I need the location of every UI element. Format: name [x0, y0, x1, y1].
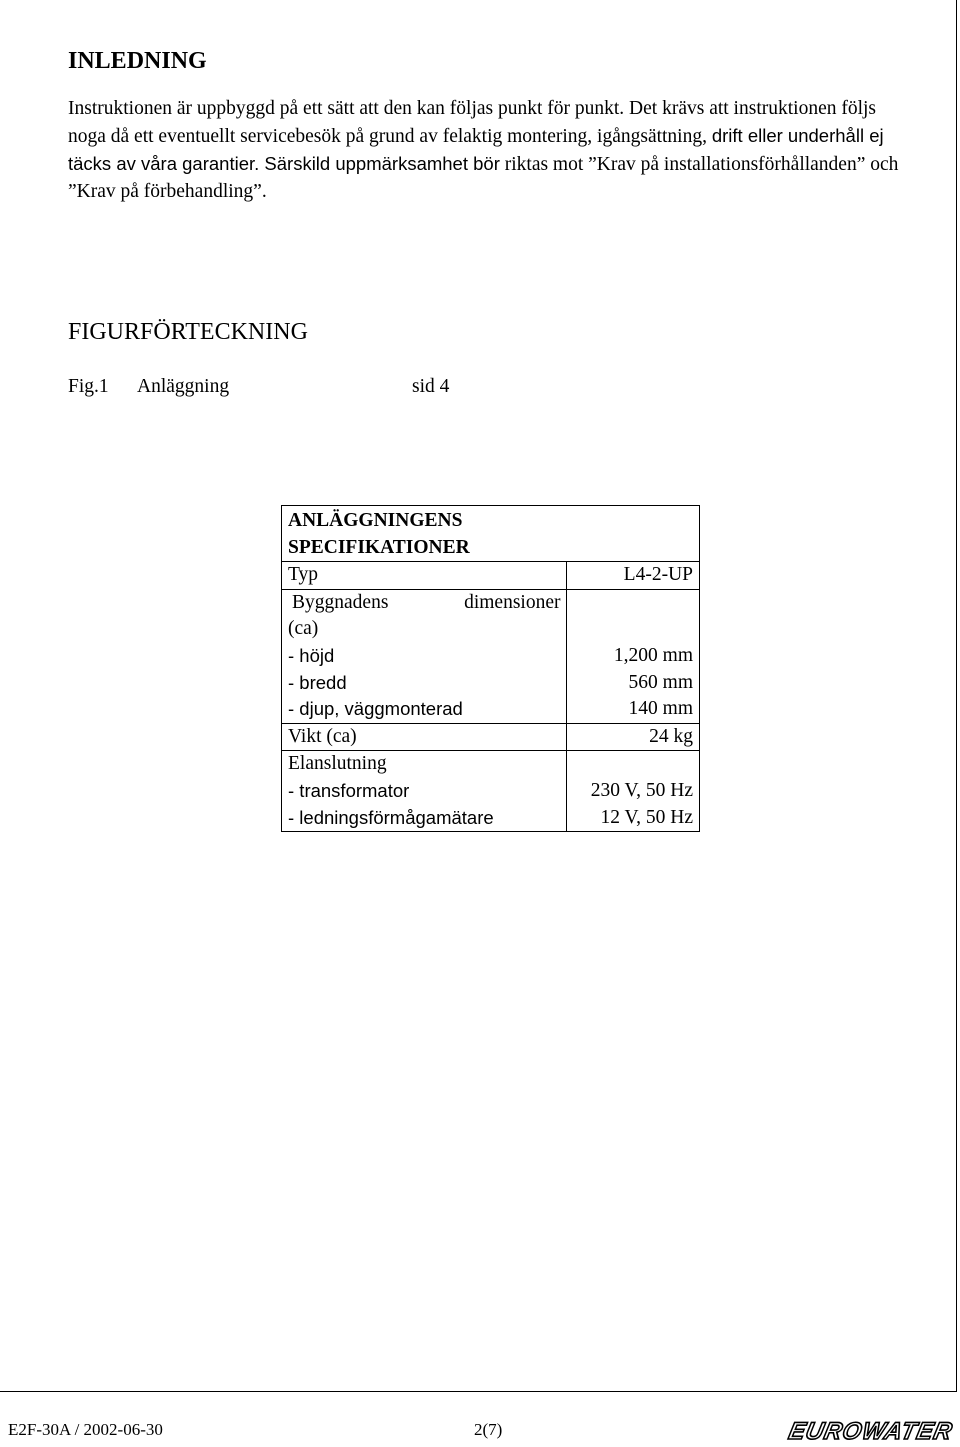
spec-weight-value: 24 kg: [567, 723, 700, 751]
spec-dimensions-word3: (ca): [288, 618, 319, 640]
spec-title: [282, 506, 700, 562]
spec-title-row: [282, 506, 700, 562]
spec-transformer-label: - transformator: [288, 779, 410, 801]
spec-dimensions-word2: dimensioner: [464, 591, 561, 613]
spec-depth-value: 140 mm: [628, 698, 693, 720]
spec-meter-label: - ledningsförmågamätare: [288, 806, 494, 828]
footer-page-number: 2(7): [474, 1420, 503, 1439]
footer-doc-id: E2F-30A / 2002-06-30: [8, 1420, 163, 1439]
spec-row-dimensions: [282, 589, 700, 723]
spec-title-text: ANLÄGGNINGENS SPECIFIKATIONER: [288, 510, 470, 558]
figure-name: Anläggning: [137, 376, 230, 397]
spec-type-value: L4-2-UP: [567, 562, 700, 590]
figure-label: Fig.1: [68, 376, 109, 397]
spec-power-label: Elanslutning: [288, 753, 387, 775]
spec-dimensions-values: [567, 589, 700, 723]
heading-inledning: INLEDNING: [68, 48, 207, 74]
spec-row-power: [282, 751, 700, 832]
spec-power-cell: [282, 751, 567, 832]
spec-dimensions-cell: [282, 589, 567, 723]
spec-width-value: 560 mm: [628, 671, 693, 693]
spec-height-label: - höjd: [288, 644, 335, 666]
spec-transformer-value: 230 V, 50 Hz: [590, 779, 693, 801]
spec-weight-label: Vikt (ca): [282, 723, 567, 751]
intro-paragraph: [68, 95, 908, 205]
spec-dimensions-word1: Byggnadens: [292, 591, 389, 613]
figure-page: sid 4: [412, 376, 450, 397]
spec-width-label: - bredd: [288, 671, 347, 693]
spec-dimensions-heading: [288, 590, 560, 617]
spec-depth-label: - djup, väggmonterad: [288, 698, 463, 720]
spec-row-type: [282, 562, 700, 590]
spec-meter-value: 12 V, 50 Hz: [600, 806, 693, 828]
intro-text-1: Instruktionen är uppbyggd på ett sätt att den kan följas punkt för punkt. Det krävs att instruktionen följs noga då ett eventuellt servicebesök på grund av felaktig montering, igångsättning,: [68, 98, 877, 147]
intro-text-2: drift eller underhåll ej täcks av våra garantier. Särskild uppmärksamhet bör: [68, 125, 884, 174]
spec-power-values: [567, 751, 700, 832]
spec-height-value: 1,200 mm: [613, 644, 693, 666]
intro-text-3: riktas mot ”Krav på installationsförhållanden” och ”Krav på förbehandling”.: [68, 154, 899, 202]
heading-figurforteckning: FIGURFÖRTECKNING: [68, 319, 308, 345]
spec-row-weight: [282, 723, 700, 751]
spec-table: [281, 505, 700, 832]
spec-type-label: Typ: [282, 562, 567, 590]
eurowater-logo: EUROWATER: [786, 1418, 955, 1445]
